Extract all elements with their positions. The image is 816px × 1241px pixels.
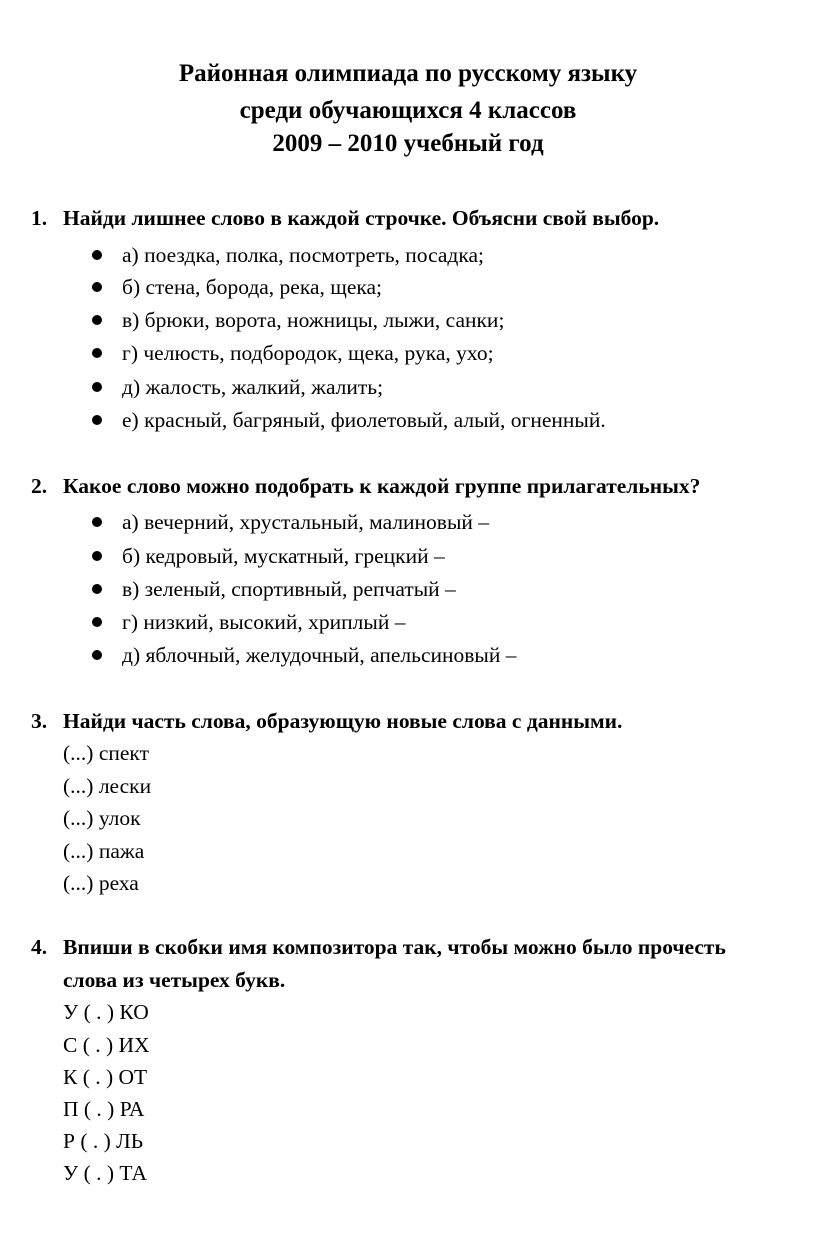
task-3-item: (...) улок xyxy=(63,806,141,830)
task-2-item: д) яблочный, желудочный, апельсиновый – xyxy=(92,640,516,670)
bullet-icon xyxy=(92,382,102,392)
task-3-item: (...) спект xyxy=(63,741,149,765)
task-1-item: г) челюсть, подбородок, щека, рука, ухо; xyxy=(92,338,494,368)
bullet-icon xyxy=(92,617,102,627)
task-1-number: 1. xyxy=(31,206,48,230)
task-3-item: (...) пажа xyxy=(63,839,145,863)
task-4-item: Р ( . ) ЛЬ xyxy=(63,1129,144,1153)
bullet-icon xyxy=(92,315,102,325)
title-line-1: Районная олимпиада по русскому языку xyxy=(178,60,638,87)
task-4-item: У ( . ) ТА xyxy=(63,1161,148,1185)
task-4-item: У ( . ) КО xyxy=(63,1000,149,1024)
task-2-item: б) кедровый, мускатный, грецкий – xyxy=(92,541,445,571)
task-4-number: 4. xyxy=(31,935,48,959)
bullet-icon xyxy=(92,650,102,660)
bullet-icon xyxy=(92,282,102,292)
bullet-icon xyxy=(92,250,102,260)
bullet-icon xyxy=(92,415,102,425)
task-3-item: (...) реха xyxy=(63,871,139,895)
task-2-item: г) низкий, высокий, хриплый – xyxy=(92,607,405,637)
task-1-item: б) стена, борода, река, щека; xyxy=(92,272,382,302)
task-3-number: 3. xyxy=(31,709,48,733)
bullet-icon xyxy=(92,517,102,527)
task-3-item: (...) лески xyxy=(63,774,152,798)
task-1-question: Найди лишнее слово в каждой строчке. Объясни свой выбор. xyxy=(63,206,660,230)
bullet-icon xyxy=(92,551,102,561)
task-2-number: 2. xyxy=(31,474,48,498)
task-2-item: а) вечерний, хрустальный, малиновый – xyxy=(92,507,489,537)
task-1-item: в) брюки, ворота, ножницы, лыжи, санки; xyxy=(92,305,504,335)
task-4-question-line-1: Впиши в скобки имя композитора так, чтобы можно было прочесть xyxy=(63,935,726,959)
title-line-3: 2009 – 2010 учебный год xyxy=(272,130,544,157)
task-1-item: д) жалость, жалкий, жалить; xyxy=(92,372,383,402)
task-4-item: С ( . ) ИХ xyxy=(63,1033,150,1057)
bullet-icon xyxy=(92,348,102,358)
task-1-item: е) красный, багряный, фиолетовый, алый, огненный. xyxy=(92,405,606,435)
task-2-item: в) зеленый, спортивный, репчатый – xyxy=(92,574,456,604)
task-4-item: К ( . ) ОТ xyxy=(63,1065,148,1089)
title-line-2: среди обучающихся 4 классов xyxy=(239,97,577,124)
task-1-item: а) поездка, полка, посмотреть, посадка; xyxy=(92,240,484,270)
task-4-question-line-2: слова из четырех букв. xyxy=(63,968,286,992)
bullet-icon xyxy=(92,584,102,594)
task-2-question: Какое слово можно подобрать к каждой группе прилагательных? xyxy=(63,474,701,498)
task-3-question: Найди часть слова, образующую новые слова с данными. xyxy=(63,709,623,733)
task-4-item: П ( . ) РА xyxy=(63,1097,145,1121)
